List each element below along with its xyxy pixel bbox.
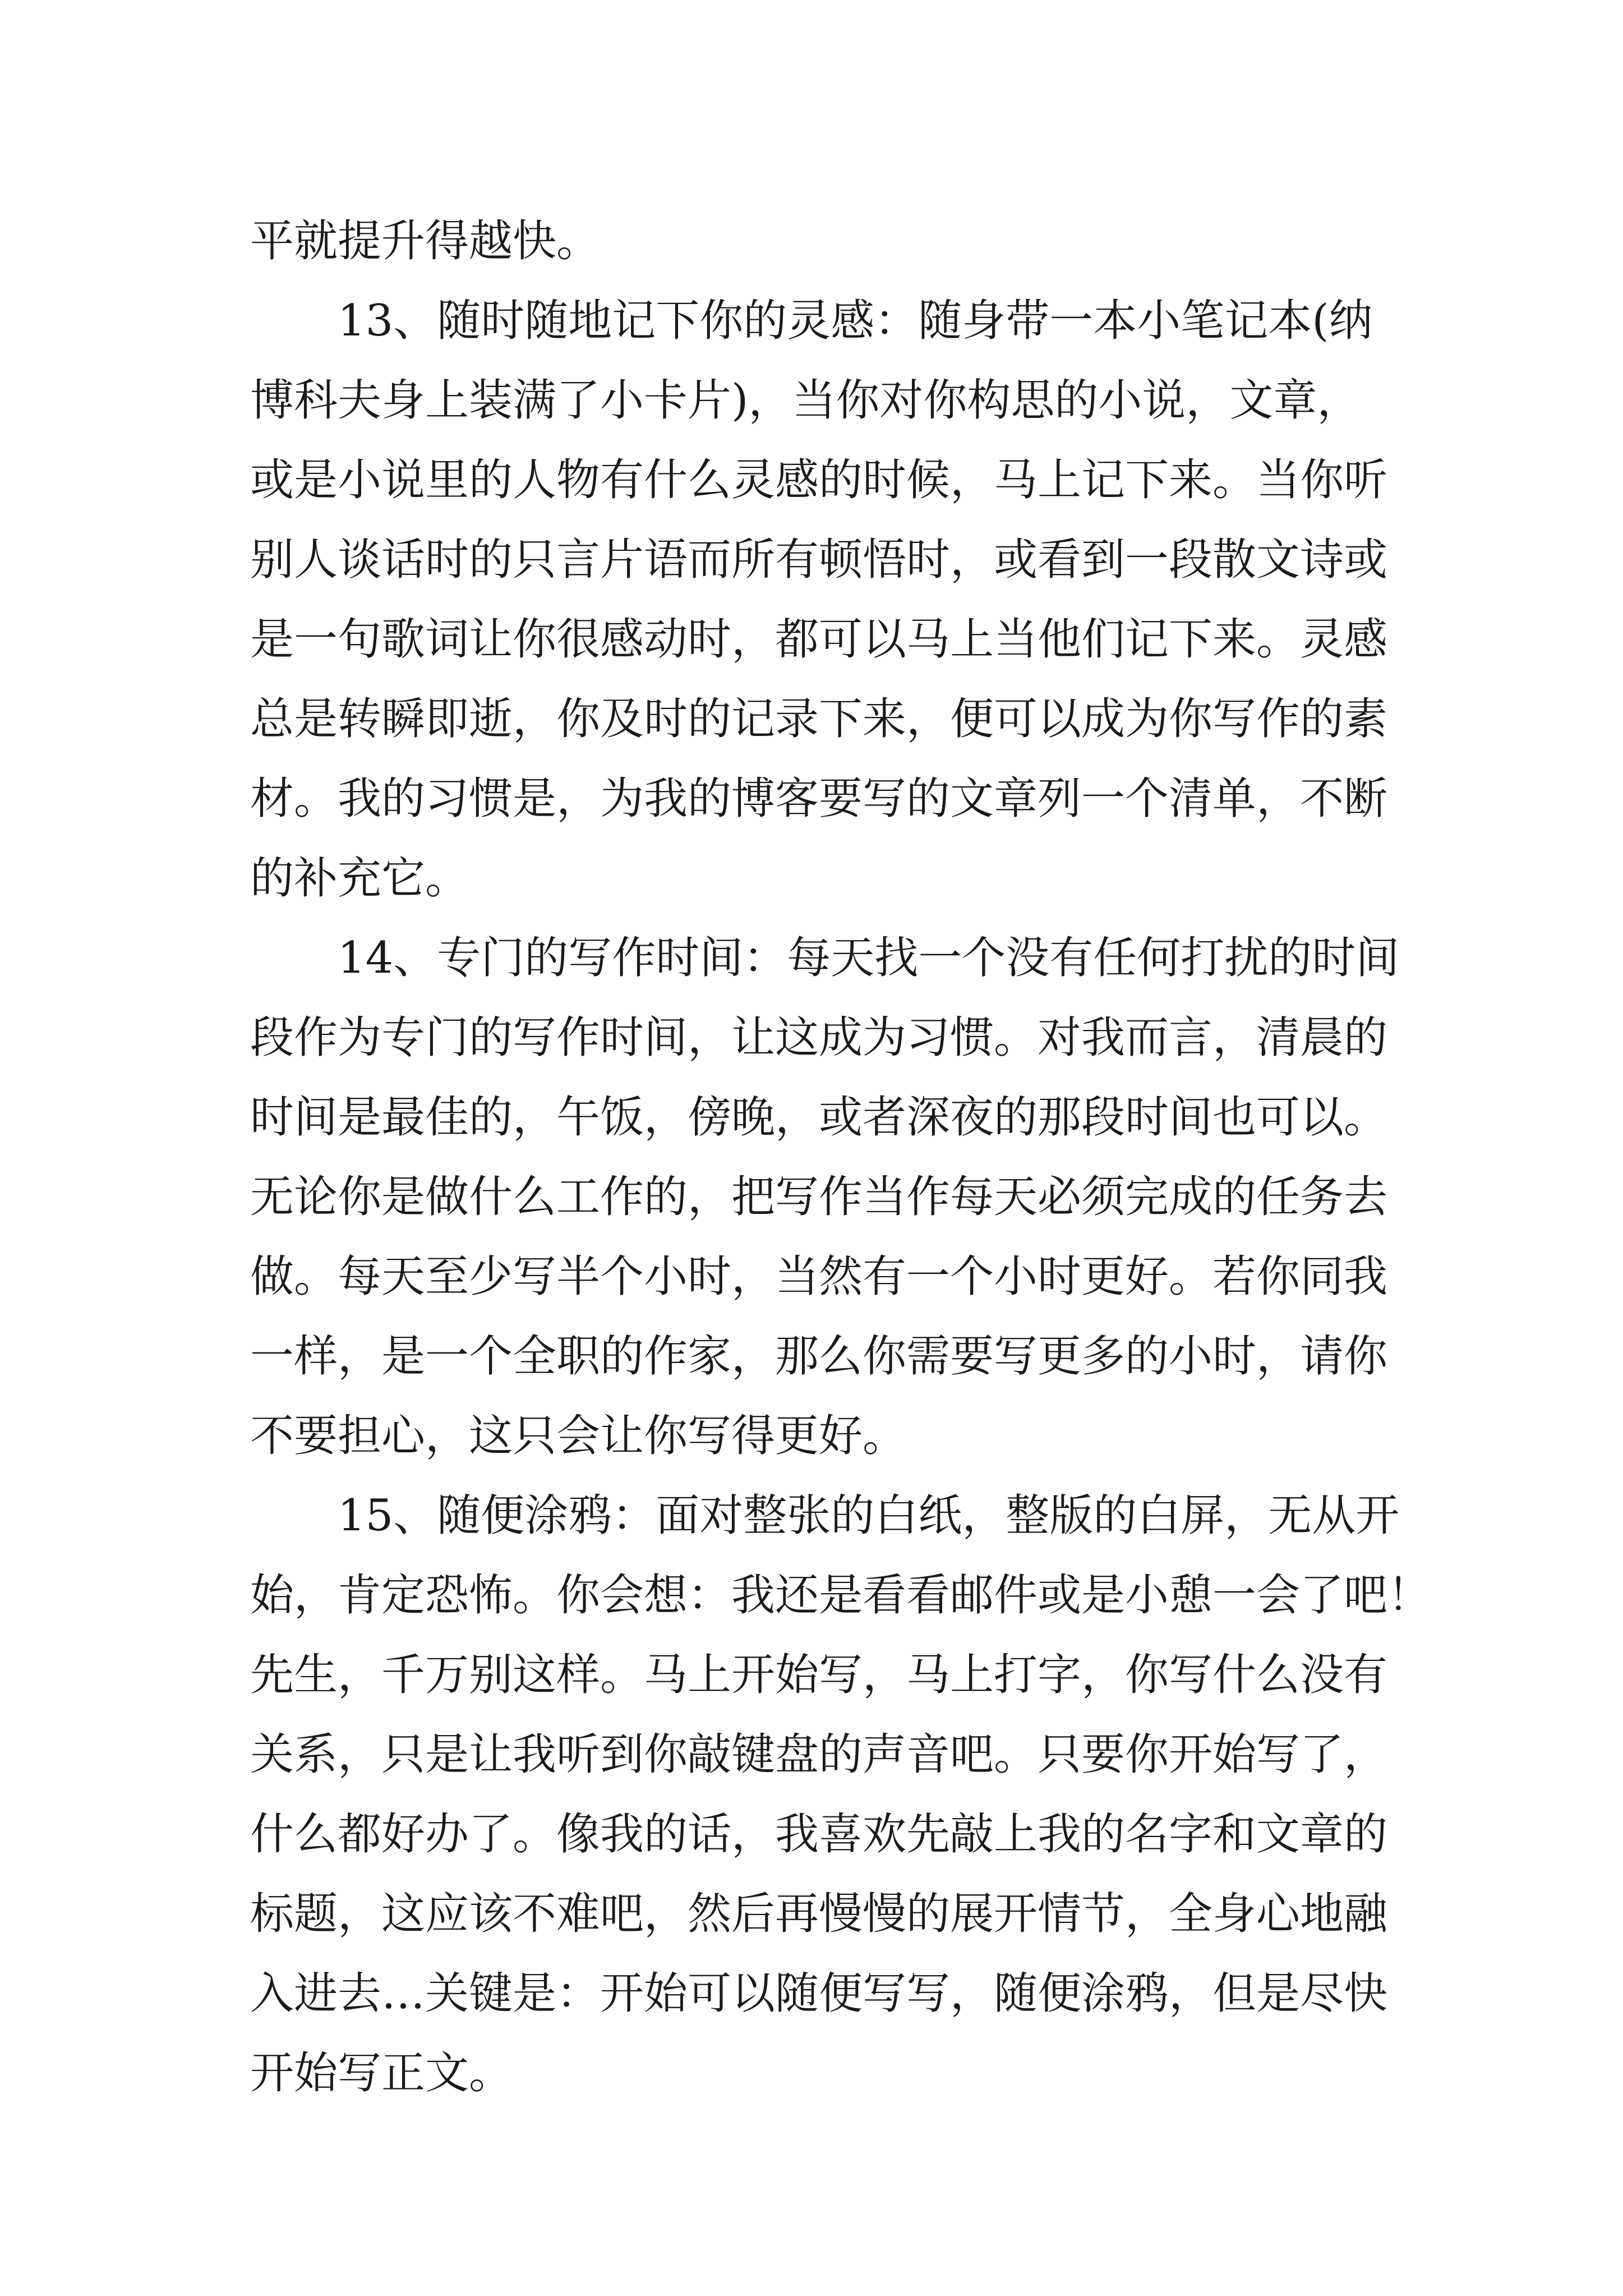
paragraph-13-heading-line: 13、随时随地记下你的灵感：随身带一本小笔记本(纳 <box>338 296 1373 346</box>
text-line: 博科夫身上装满了小卡片)，当你对你构思的小说，文章， <box>250 375 1361 426</box>
text-line: 别人谈话时的只言片语而所有顿悟时，或看到一段散文诗或 <box>250 535 1388 585</box>
text-line: 标题，这应该不难吧，然后再慢慢的展开情节，全身心地融 <box>250 1889 1388 1939</box>
text-line: 不要担心，这只会让你写得更好。 <box>250 1411 907 1461</box>
text-line: 平就提升得越快。 <box>250 216 601 266</box>
text-line: 材。我的习惯是，为我的博客要写的文章列一个清单，不断 <box>250 774 1388 824</box>
text-line: 段作为专门的写作时间，让这成为习惯。对我而言，清晨的 <box>250 1013 1388 1063</box>
text-line: 时间是最佳的，午饭，傍晚，或者深夜的那段时间也可以。 <box>250 1092 1388 1143</box>
paragraph-15-heading-line: 15、随便涂鸦：面对整张的白纸，整版的白屏，无从开 <box>338 1490 1400 1541</box>
text-line: 是一句歌词让你很感动时，都可以马上当他们记下来。灵感 <box>250 614 1388 665</box>
text-line: 一样，是一个全职的作家，那么你需要写更多的小时，请你 <box>250 1331 1388 1382</box>
text-line: 做。每天至少写半个小时，当然有一个小时更好。若你同我 <box>250 1251 1388 1302</box>
text-line: 开始写正文。 <box>250 2048 513 2099</box>
text-line: 无论你是做什么工作的，把写作当作每天必须完成的任务去 <box>250 1172 1388 1222</box>
text-line: 入进去…关键是：开始可以随便写写，随便涂鸦，但是尽快 <box>250 1968 1388 2019</box>
text-line: 先生，千万别这样。马上开始写，马上打字，你写什么没有 <box>250 1650 1388 1700</box>
text-line: 的补充它。 <box>250 853 469 904</box>
text-line: 或是小说里的人物有什么灵感的时候，马上记下来。当你听 <box>250 455 1388 505</box>
text-line: 关系，只是让我听到你敲键盘的声音吧。只要你开始写了， <box>250 1729 1388 1780</box>
text-line: 什么都好办了。像我的话，我喜欢先敲上我的名字和文章的 <box>250 1809 1388 1860</box>
text-line: 总是转瞬即逝，你及时的记录下来，便可以成为你写作的素 <box>250 694 1388 744</box>
text-line: 始，肯定恐怖。你会想：我还是看看邮件或是小憩一会了吧！ <box>250 1570 1432 1621</box>
paragraph-14-heading-line: 14、专门的写作时间：每天找一个没有任何打扰的时间 <box>338 933 1400 983</box>
